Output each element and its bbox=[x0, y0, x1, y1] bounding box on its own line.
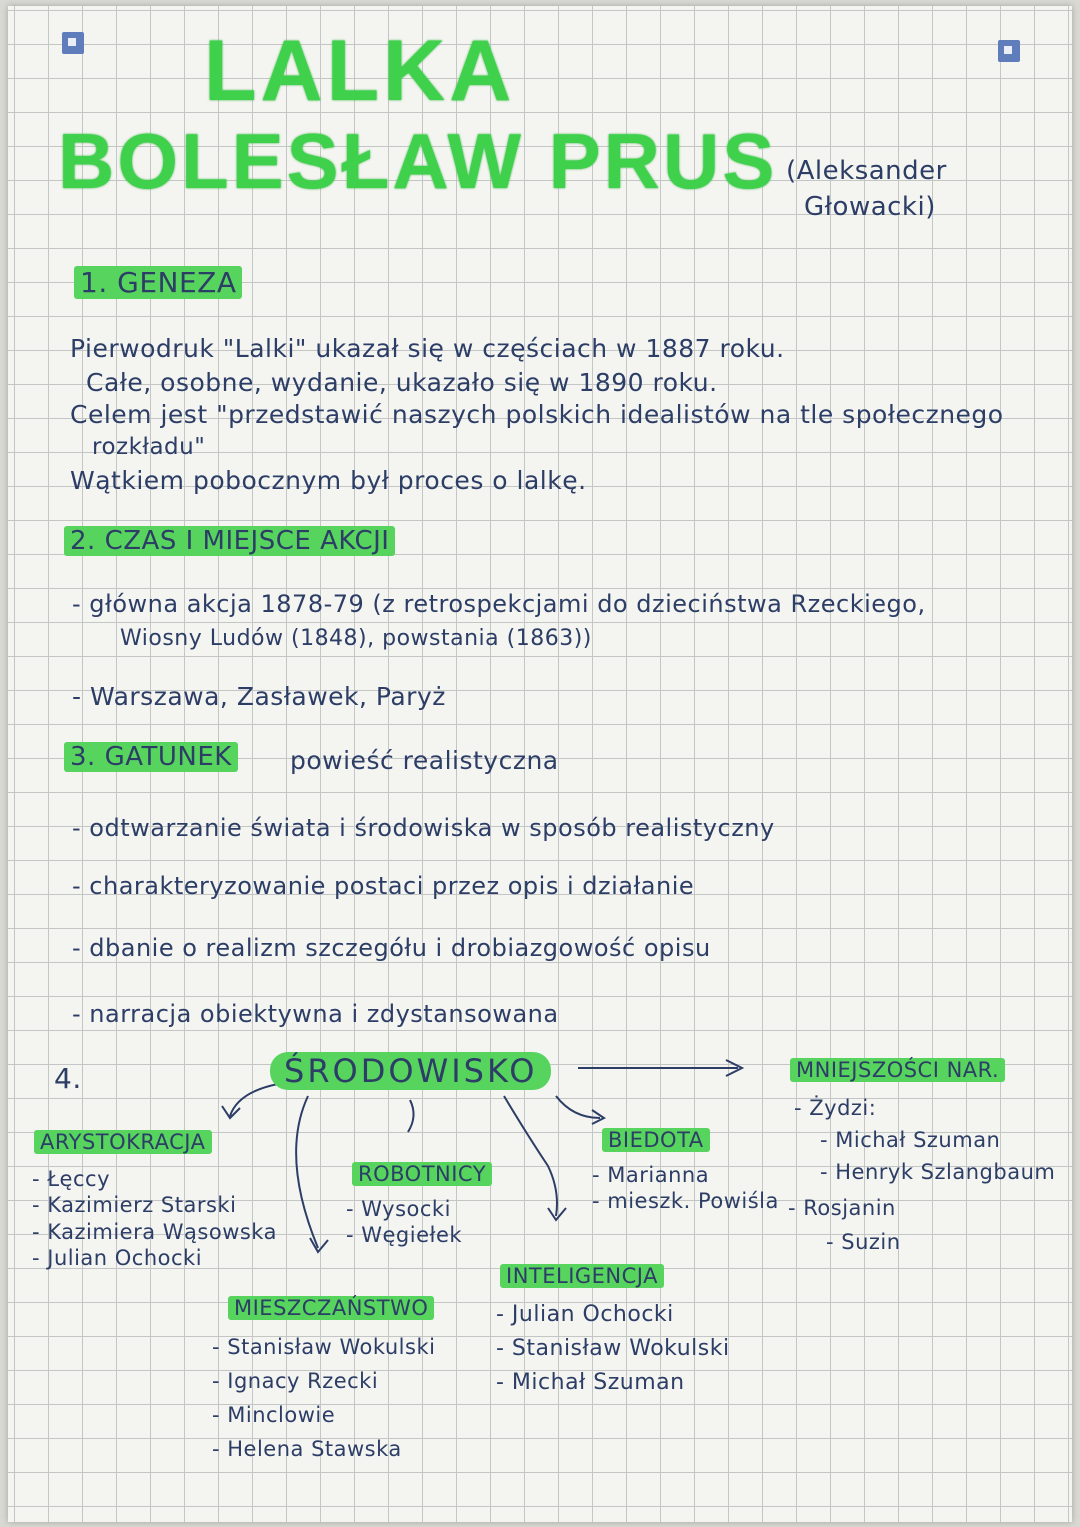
notebook-page bbox=[8, 6, 1072, 1522]
list-item: - Kazimierz Starski bbox=[32, 1193, 237, 1218]
list-item: - Helena Stawska bbox=[212, 1437, 402, 1461]
biedota-list bbox=[592, 1162, 779, 1215]
list-item: - Wysocki bbox=[346, 1197, 451, 1221]
mniejszosci-item: - Żydzi: bbox=[794, 1096, 877, 1120]
czas-line: - Warszawa, Zasławek, Paryż bbox=[72, 682, 446, 711]
list-item: - Kazimiera Wąsowska bbox=[32, 1219, 277, 1244]
heading-gatunek: 3. GATUNEK bbox=[64, 742, 238, 772]
pseudonym-line2: Głowacki) bbox=[804, 192, 936, 222]
geneza-line: Całe, osobne, wydanie, ukazało się w 1890 roku. bbox=[86, 368, 718, 397]
label-arystokracja: ARYSTOKRACJA bbox=[34, 1130, 212, 1154]
mindmap-arrows bbox=[8, 6, 1072, 1522]
list-item: - Marianna bbox=[592, 1163, 710, 1187]
mniejszosci-item: - Suzin bbox=[826, 1230, 901, 1254]
robotnicy-list bbox=[346, 1196, 462, 1249]
gatunek-line: - narracja obiektywna i zdystansowana bbox=[72, 1000, 559, 1028]
list-item: - Ignacy Rzecki bbox=[212, 1369, 379, 1393]
label-mieszczanstwo: MIESZCZAŃSTWO bbox=[228, 1296, 434, 1320]
list-item: - Julian Ochocki bbox=[496, 1302, 674, 1327]
list-item: - Węgiełek bbox=[346, 1223, 463, 1248]
arystokracja-list bbox=[32, 1166, 277, 1271]
gatunek-value: powieść realistyczna bbox=[290, 746, 559, 775]
title-lalka: LALKA bbox=[204, 23, 516, 119]
label-inteligencja: INTELIGENCJA bbox=[500, 1264, 664, 1288]
label-robotnicy: ROBOTNICY bbox=[352, 1162, 492, 1186]
inteligencja-list bbox=[496, 1298, 730, 1400]
gatunek-line: - charakteryzowanie postaci przez opis i działanie bbox=[72, 872, 695, 900]
heading-czas-miejsce: 2. CZAS I MIEJSCE AKCJI bbox=[64, 526, 395, 556]
gatunek-line: - dbanie o realizm szczegółu i drobiazgowość opisu bbox=[72, 934, 711, 962]
mieszczanstwo-list bbox=[212, 1330, 435, 1466]
title-author: BOLESŁAW PRUS bbox=[58, 117, 778, 205]
czas-line: Wiosny Ludów (1848), powstania (1863)) bbox=[120, 626, 592, 651]
label-mniejszosci: MNIEJSZOŚCI NAR. bbox=[790, 1058, 1005, 1082]
gatunek-line: - odtwarzanie świata i środowiska w sposób realistyczny bbox=[72, 814, 775, 842]
list-item: - Stanisław Wokulski bbox=[212, 1335, 436, 1359]
pseudonym-line1: (Aleksander bbox=[786, 156, 947, 186]
czas-line: - główna akcja 1878-79 (z retrospekcjami do dzieciństwa Rzeckiego, bbox=[72, 590, 926, 618]
list-item: - Minclowie bbox=[212, 1403, 336, 1427]
heading-srodowisko: ŚRODOWISKO bbox=[270, 1052, 551, 1090]
mniejszosci-item: - Rosjanin bbox=[788, 1196, 896, 1220]
label-biedota: BIEDOTA bbox=[602, 1128, 710, 1152]
geneza-line: Celem jest "przedstawić naszych polskich idealistów na tle społecznego bbox=[70, 400, 1004, 429]
section-number-4: 4. bbox=[54, 1062, 82, 1095]
mniejszosci-item: - Henryk Szlangbaum bbox=[820, 1160, 1056, 1184]
list-item: - Julian Ochocki bbox=[32, 1245, 203, 1270]
list-item: - mieszk. Powiśla bbox=[592, 1189, 779, 1214]
mniejszosci-item: - Michał Szuman bbox=[820, 1128, 1001, 1152]
list-item: - Michał Szuman bbox=[496, 1370, 685, 1395]
list-item: - Stanisław Wokulski bbox=[496, 1336, 730, 1361]
heading-geneza: 1. GENEZA bbox=[74, 266, 242, 299]
geneza-line: Pierwodruk "Lalki" ukazał się w częściach w 1887 roku. bbox=[70, 334, 785, 363]
geneza-line: Wątkiem pobocznym był proces o lalkę. bbox=[70, 466, 587, 495]
geneza-line: rozkładu" bbox=[92, 434, 206, 460]
list-item: - Łęccy bbox=[32, 1167, 110, 1191]
